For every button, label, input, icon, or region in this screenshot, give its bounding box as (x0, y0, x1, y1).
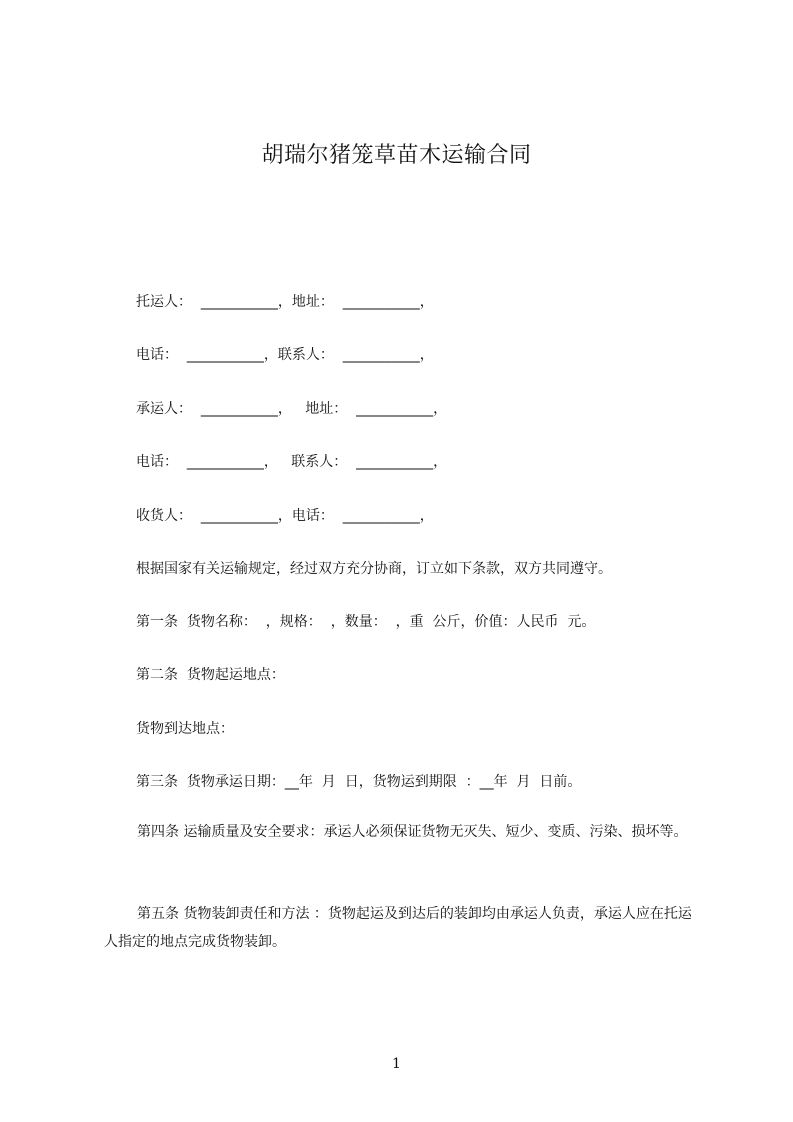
article-4-paragraph: 第四条 运输质量及安全要求：承运人必须保证货物无灭失、短少、变质、污染、损坏等。 (137, 824, 688, 840)
shipper-info-line: 托运人： ___________，地址： ___________， (136, 294, 434, 310)
document-title: 胡瑞尔猪笼草苗木运输合同 (261, 143, 532, 168)
article-3-line: 第三条 货物承运日期：__年 月 日，货物运到期限 ：__年 月 日前。 (136, 774, 582, 790)
carrier-info-line: 承运人： ___________， 地址： ___________， (136, 401, 448, 417)
page-number: 1 (392, 1056, 401, 1072)
consignee-line: 收货人： ___________，电话： ___________， (136, 508, 434, 524)
carrier-contact-line: 电话： ___________， 联系人： ___________， (136, 454, 448, 470)
article-1-line: 第一条 货物名称： ，规格： ，数量： ，重 公斤，价值：人民币 元。 (136, 614, 596, 630)
article-5-paragraph: 第五条 货物装卸责任和方法 ：货物起运及到达后的装卸均由承运人负责，承运人应在托运人指定的地点完成货物装卸。 (104, 906, 692, 950)
preamble-line: 根据国家有关运输规定，经过双方充分协商，订立如下条款，双方共同遵守。 (136, 561, 612, 577)
shipper-contact-line: 电话： ___________，联系人： ___________， (136, 347, 434, 363)
destination-line: 货物到达地点： (136, 721, 234, 737)
article-2-origin-line: 第二条 货物起运地点： (136, 667, 285, 683)
